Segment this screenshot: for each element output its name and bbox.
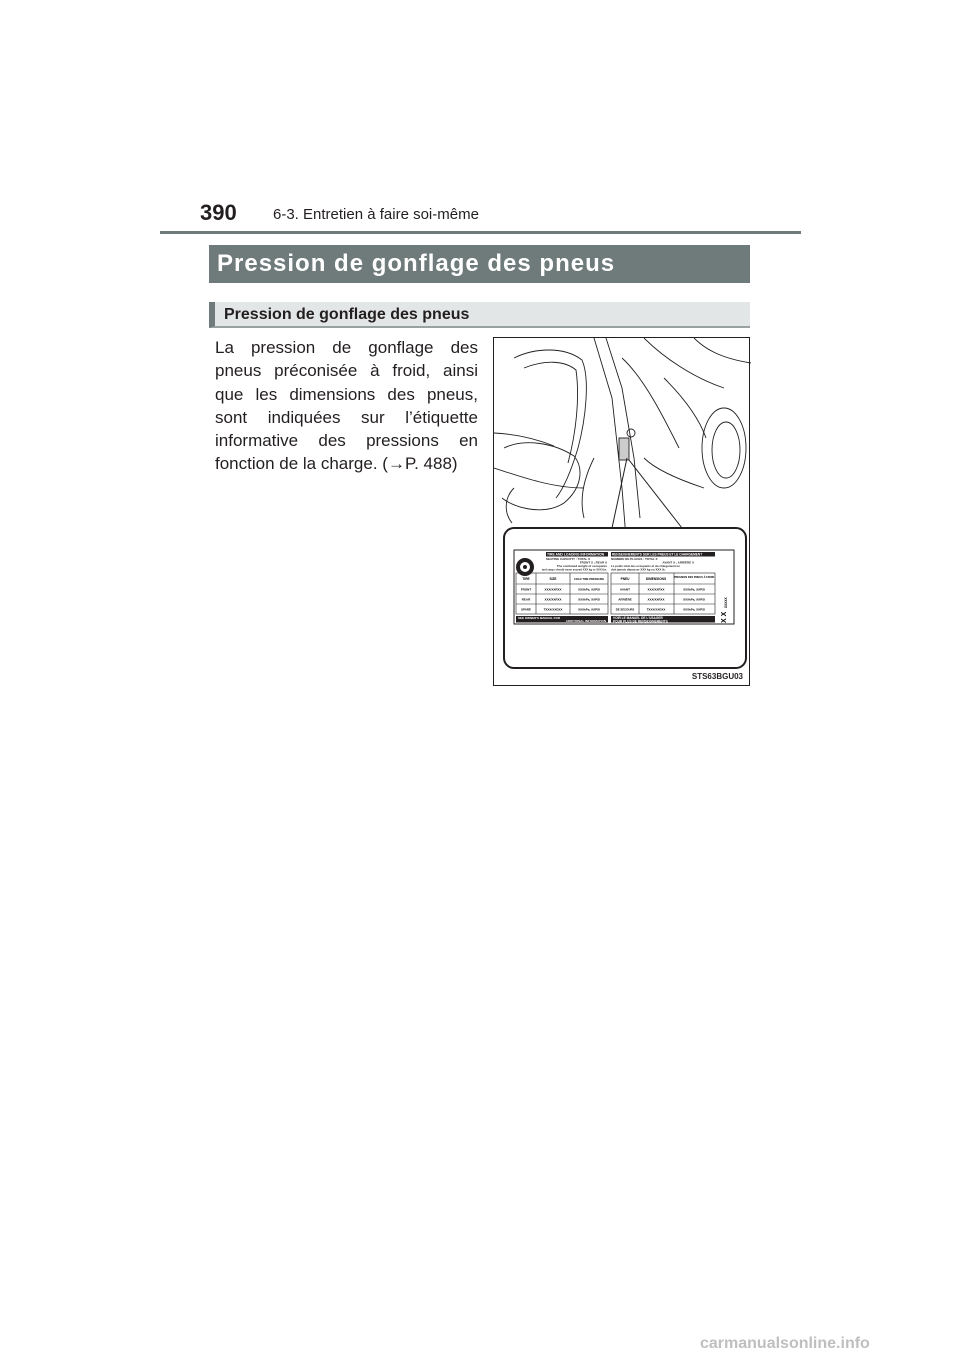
subsection-title: Pression de gonflage des pneus <box>209 302 750 328</box>
svg-text:COLD TIRE PRESSURE: COLD TIRE PRESSURE <box>573 578 605 581</box>
svg-text:SPARE: SPARE <box>520 607 532 612</box>
svg-text:PRESSION DES PNEUS À FROID: PRESSION DES PNEUS À FROID <box>673 576 715 579</box>
svg-text:XXX/XXRXX: XXX/XXRXX <box>647 587 665 592</box>
svg-text:ADDITIONAL INFORMATION: ADDITIONAL INFORMATION <box>565 619 606 623</box>
svg-text:NOMBRE DE PLACES : TOTAL X: NOMBRE DE PLACES : TOTAL X <box>611 557 658 561</box>
svg-text:XXX/XXRXX: XXX/XXRXX <box>647 597 665 602</box>
fr-title: RENSEIGNEMENTS SUR LES PNEUS ET LE CHARGEMENT <box>612 552 703 557</box>
svg-text:TXXX/XXDXX: TXXX/XXDXX <box>543 607 563 612</box>
svg-text:SEE OWNER'S MANUAL FOR: SEE OWNER'S MANUAL FOR <box>518 616 560 620</box>
svg-text:DIMENSIONS: DIMENSIONS <box>645 577 667 581</box>
chapter-title: 6-3. Entretien à faire soi-même <box>273 206 479 223</box>
car-interior-drawing <box>494 338 751 538</box>
svg-text:FRONT: FRONT <box>520 587 532 592</box>
svg-text:PNEU: PNEU <box>620 577 630 581</box>
figure-code: STS63BGU03 <box>691 672 743 681</box>
svg-text:XXXkPa, XXPSI: XXXkPa, XXPSI <box>578 607 600 612</box>
svg-text:SIZE: SIZE <box>549 577 557 581</box>
svg-text:XXXkPa, XXPSI: XXXkPa, XXPSI <box>683 607 705 612</box>
svg-text:XXX/XXRXX: XXX/XXRXX <box>544 587 562 592</box>
svg-text:POUR PLUS DE RENSEIGNEMENTS: POUR PLUS DE RENSEIGNEMENTS <box>613 619 668 624</box>
svg-text:Le poids total des occupants e: Le poids total des occupants et du chargement ne <box>611 564 680 568</box>
svg-text:The combined weight of occupan: The combined weight of occupants <box>556 564 607 568</box>
svg-text:FRONT X ; REAR X: FRONT X ; REAR X <box>579 560 607 565</box>
svg-text:ARRIÈRE: ARRIÈRE <box>618 597 632 602</box>
svg-text:SEATING CAPACITY : TOTAL X: SEATING CAPACITY : TOTAL X <box>546 557 591 561</box>
svg-text:TXXX/XXDXX: TXXX/XXDXX <box>646 607 666 612</box>
section-title: Pression de gonflage des pneus <box>209 245 750 283</box>
svg-text:DE SECOURS: DE SECOURS <box>615 607 635 612</box>
header-divider <box>160 231 801 234</box>
watermark: carmanualsonline.info <box>700 1335 870 1352</box>
tire-label-illustration <box>494 338 751 687</box>
leader-line-right <box>629 460 682 528</box>
svg-text:doit jamais dépasser XXX kg ou: doit jamais dépasser XXX kg ou XXX lb. <box>611 567 666 572</box>
svg-text:REAR: REAR <box>521 597 531 602</box>
en-title: TIRE AND LOADING INFORMATION <box>547 552 605 557</box>
svg-text:X X: X X <box>721 611 728 623</box>
svg-text:XXXkPa, XXPSI: XXXkPa, XXPSI <box>578 587 600 592</box>
body-paragraph: La pression de gonflage des pneus préconisée à froid, ainsi que les dimensions des pneus, sont indiquées sur l’étiquette informative des pressions en fonction de la charge. (→P. 488) <box>215 338 478 474</box>
svg-text:XXXkPa, XXPSI: XXXkPa, XXPSI <box>683 597 705 602</box>
svg-text:XXX/XXRXX: XXX/XXRXX <box>544 597 562 602</box>
tire-label-figure <box>493 337 750 686</box>
svg-text:XXXkPa, XXPSI: XXXkPa, XXPSI <box>578 597 600 602</box>
page-number: 390 <box>200 200 237 225</box>
svg-text:TIRE: TIRE <box>522 577 530 581</box>
svg-text:XXXkPa, XXPSI: XXXkPa, XXPSI <box>683 587 705 592</box>
svg-text:AVANT: AVANT <box>620 587 630 592</box>
svg-text:AVANT X ; ARRIÈRE X: AVANT X ; ARRIÈRE X <box>662 560 694 565</box>
svg-text:XXXXX: XXXXX <box>724 597 728 608</box>
svg-text:and cargo should never exceed: and cargo should never exceed XXX kg or XXX lbs. <box>541 568 607 572</box>
svg-text:VOIR LE MANUEL DE L'USAGER: VOIR LE MANUEL DE L'USAGER <box>613 616 663 620</box>
